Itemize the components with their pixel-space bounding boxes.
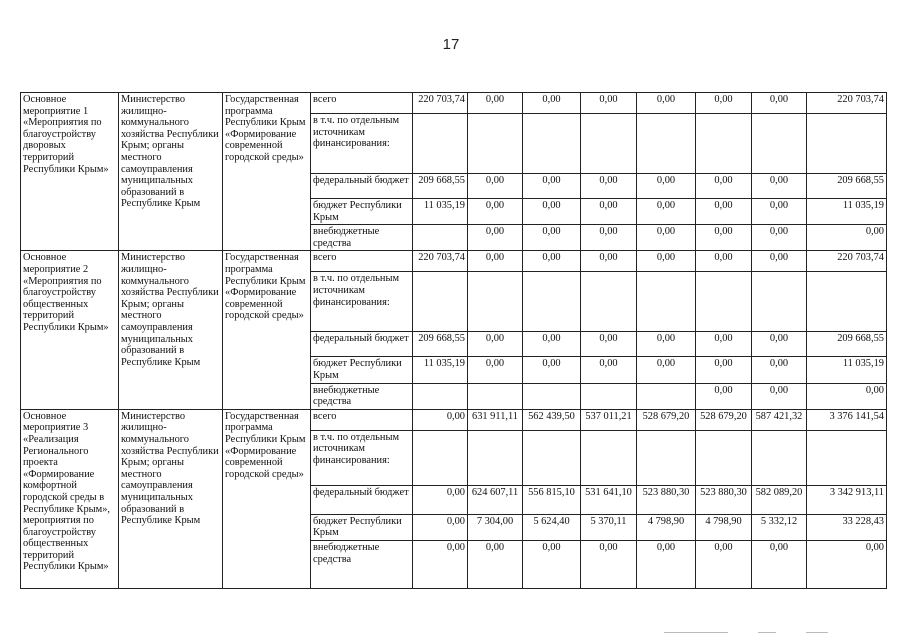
program-cell: Государственная программа Республики Крым «Формирование современной городской среды» [223,409,311,588]
value-cell: 0,00 [696,540,752,588]
value-cell: 0,00 [637,540,696,588]
value-cell: 209 668,55 [413,174,468,199]
value-cell: 7 304,00 [468,514,523,540]
value-cell [696,272,752,332]
value-cell: 33 228,43 [807,514,887,540]
value-cell: 0,00 [581,332,637,357]
value-cell: 11 035,19 [413,357,468,383]
value-cell: 0,00 [413,485,468,514]
value-cell: 4 798,90 [637,514,696,540]
value-cell [468,383,523,409]
value-cell: 0,00 [752,174,807,199]
executor-cell: Министерство жилищно-коммунального хозяйства Республики Крым; органы местного самоуправления муниципальных образований в Республике Крым [119,93,223,251]
value-cell: 0,00 [468,225,523,251]
value-cell: 0,00 [637,174,696,199]
value-cell: 3 376 141,54 [807,409,887,430]
page-number: 17 [442,36,460,53]
funding-source-cell: внебюджетные средства [311,383,413,409]
value-cell: 5 624,40 [523,514,581,540]
value-cell [468,114,523,174]
value-cell: 0,00 [581,251,637,272]
value-cell: 0,00 [468,174,523,199]
value-cell: 0,00 [468,199,523,225]
value-cell: 0,00 [637,251,696,272]
value-cell: 0,00 [581,174,637,199]
value-cell [581,114,637,174]
funding-source-cell: бюджет Республики Крым [311,199,413,225]
value-cell [413,114,468,174]
value-cell: 4 798,90 [696,514,752,540]
value-cell: 220 703,74 [807,93,887,114]
value-cell: 209 668,55 [413,332,468,357]
value-cell [807,272,887,332]
value-cell [696,114,752,174]
value-cell [413,430,468,485]
table-body [21,93,887,589]
funding-source-cell: всего [311,93,413,114]
value-cell: 5 370,11 [581,514,637,540]
value-cell [413,225,468,251]
value-cell: 0,00 [752,93,807,114]
funding-source-cell: внебюджетные средства [311,225,413,251]
value-cell: 0,00 [696,225,752,251]
funding-source-cell: всего [311,409,413,430]
value-cell: 0,00 [581,93,637,114]
value-cell: 0,00 [807,383,887,409]
funding-source-cell: в т.ч. по отдельным источникам финансирования: [311,114,413,174]
value-cell: 0,00 [581,199,637,225]
value-cell: 0,00 [581,225,637,251]
value-cell: 0,00 [523,174,581,199]
funding-source-cell: бюджет Республики Крым [311,357,413,383]
value-cell: 0,00 [696,199,752,225]
value-cell: 0,00 [752,225,807,251]
value-cell: 11 035,19 [807,357,887,383]
value-cell [752,430,807,485]
value-cell: 11 035,19 [807,199,887,225]
value-cell: 0,00 [637,93,696,114]
value-cell [637,272,696,332]
value-cell: 0,00 [413,514,468,540]
value-cell [581,272,637,332]
activity-cell: Основное мероприятие 2 «Мероприятия по благоустройству общественных территорий Республики Крым» [21,251,119,409]
value-cell: 0,00 [807,540,887,588]
value-cell [523,272,581,332]
funding-source-cell: в т.ч. по отдельным источникам финансирования: [311,430,413,485]
executor-cell: Министерство жилищно-коммунального хозяйства Республики Крым; органы местного самоуправления муниципальных образований в Республике Крым [119,409,223,588]
value-cell [637,383,696,409]
value-cell [637,114,696,174]
table-row [21,93,887,114]
value-cell [807,114,887,174]
value-cell: 0,00 [696,251,752,272]
value-cell: 0,00 [523,332,581,357]
value-cell: 209 668,55 [807,332,887,357]
table-row [21,251,887,272]
value-cell: 0,00 [523,199,581,225]
value-cell: 528 679,20 [637,409,696,430]
value-cell: 0,00 [752,199,807,225]
value-cell: 624 607,11 [468,485,523,514]
value-cell: 523 880,30 [637,485,696,514]
funding-source-cell: внебюджетные средства [311,540,413,588]
funding-source-cell: федеральный бюджет [311,174,413,199]
value-cell: 0,00 [523,357,581,383]
footer-line [664,632,728,633]
value-cell: 537 011,21 [581,409,637,430]
value-cell: 0,00 [413,540,468,588]
program-cell: Государственная программа Республики Крым «Формирование современной городской среды» [223,93,311,251]
value-cell: 0,00 [696,332,752,357]
value-cell: 0,00 [807,225,887,251]
value-cell: 0,00 [523,251,581,272]
value-cell: 0,00 [468,540,523,588]
activity-cell: Основное мероприятие 1 «Мероприятия по благоустройству дворовых территорий Республики Крым» [21,93,119,251]
value-cell: 3 342 913,11 [807,485,887,514]
value-cell [413,383,468,409]
value-cell: 0,00 [468,357,523,383]
funding-source-cell: всего [311,251,413,272]
value-cell: 209 668,55 [807,174,887,199]
funding-table [20,92,887,589]
executor-cell: Министерство жилищно-коммунального хозяйства Республики Крым; органы местного самоуправления муниципальных образований в Республике Крым [119,251,223,409]
value-cell: 562 439,50 [523,409,581,430]
value-cell [752,114,807,174]
value-cell: 523 880,30 [696,485,752,514]
value-cell: 0,00 [752,540,807,588]
value-cell: 0,00 [752,251,807,272]
value-cell: 0,00 [752,357,807,383]
value-cell: 0,00 [523,225,581,251]
table-row [21,409,887,430]
value-cell [523,430,581,485]
value-cell [468,272,523,332]
value-cell: 582 089,20 [752,485,807,514]
value-cell: 0,00 [637,225,696,251]
value-cell: 0,00 [523,540,581,588]
value-cell: 0,00 [696,93,752,114]
value-cell [413,272,468,332]
value-cell: 0,00 [752,332,807,357]
value-cell [696,430,752,485]
value-cell: 0,00 [637,199,696,225]
value-cell: 556 815,10 [523,485,581,514]
value-cell: 5 332,12 [752,514,807,540]
value-cell: 0,00 [696,357,752,383]
value-cell: 0,00 [696,174,752,199]
funding-source-cell: федеральный бюджет [311,332,413,357]
program-cell: Государственная программа Республики Крым «Формирование современной городской среды» [223,251,311,409]
value-cell: 220 703,74 [807,251,887,272]
value-cell: 0,00 [637,357,696,383]
value-cell: 0,00 [581,357,637,383]
value-cell: 11 035,19 [413,199,468,225]
value-cell: 0,00 [468,93,523,114]
value-cell: 631 911,11 [468,409,523,430]
value-cell: 0,00 [468,332,523,357]
value-cell [581,430,637,485]
value-cell [523,114,581,174]
value-cell: 531 641,10 [581,485,637,514]
funding-source-cell: бюджет Республики Крым [311,514,413,540]
value-cell: 587 421,32 [752,409,807,430]
value-cell [807,430,887,485]
value-cell: 0,00 [523,93,581,114]
activity-cell: Основное мероприятие 3 «Реализация Регионального проекта «Формирование комфортной городской среды в Республике Крым», мероприятия по благоустройству общественных территорий Республики Крым» [21,409,119,588]
funding-source-cell: в т.ч. по отдельным источникам финансирования: [311,272,413,332]
value-cell: 528 679,20 [696,409,752,430]
value-cell [752,272,807,332]
value-cell: 220 703,74 [413,93,468,114]
value-cell: 0,00 [581,540,637,588]
value-cell [581,383,637,409]
value-cell: 0,00 [752,383,807,409]
funding-source-cell: федеральный бюджет [311,485,413,514]
value-cell: 220 703,74 [413,251,468,272]
footer-line [758,632,776,633]
value-cell [523,383,581,409]
value-cell [637,430,696,485]
value-cell: 0,00 [696,383,752,409]
value-cell: 0,00 [468,251,523,272]
value-cell: 0,00 [413,409,468,430]
value-cell [468,430,523,485]
value-cell: 0,00 [637,332,696,357]
footer-line [806,632,828,633]
